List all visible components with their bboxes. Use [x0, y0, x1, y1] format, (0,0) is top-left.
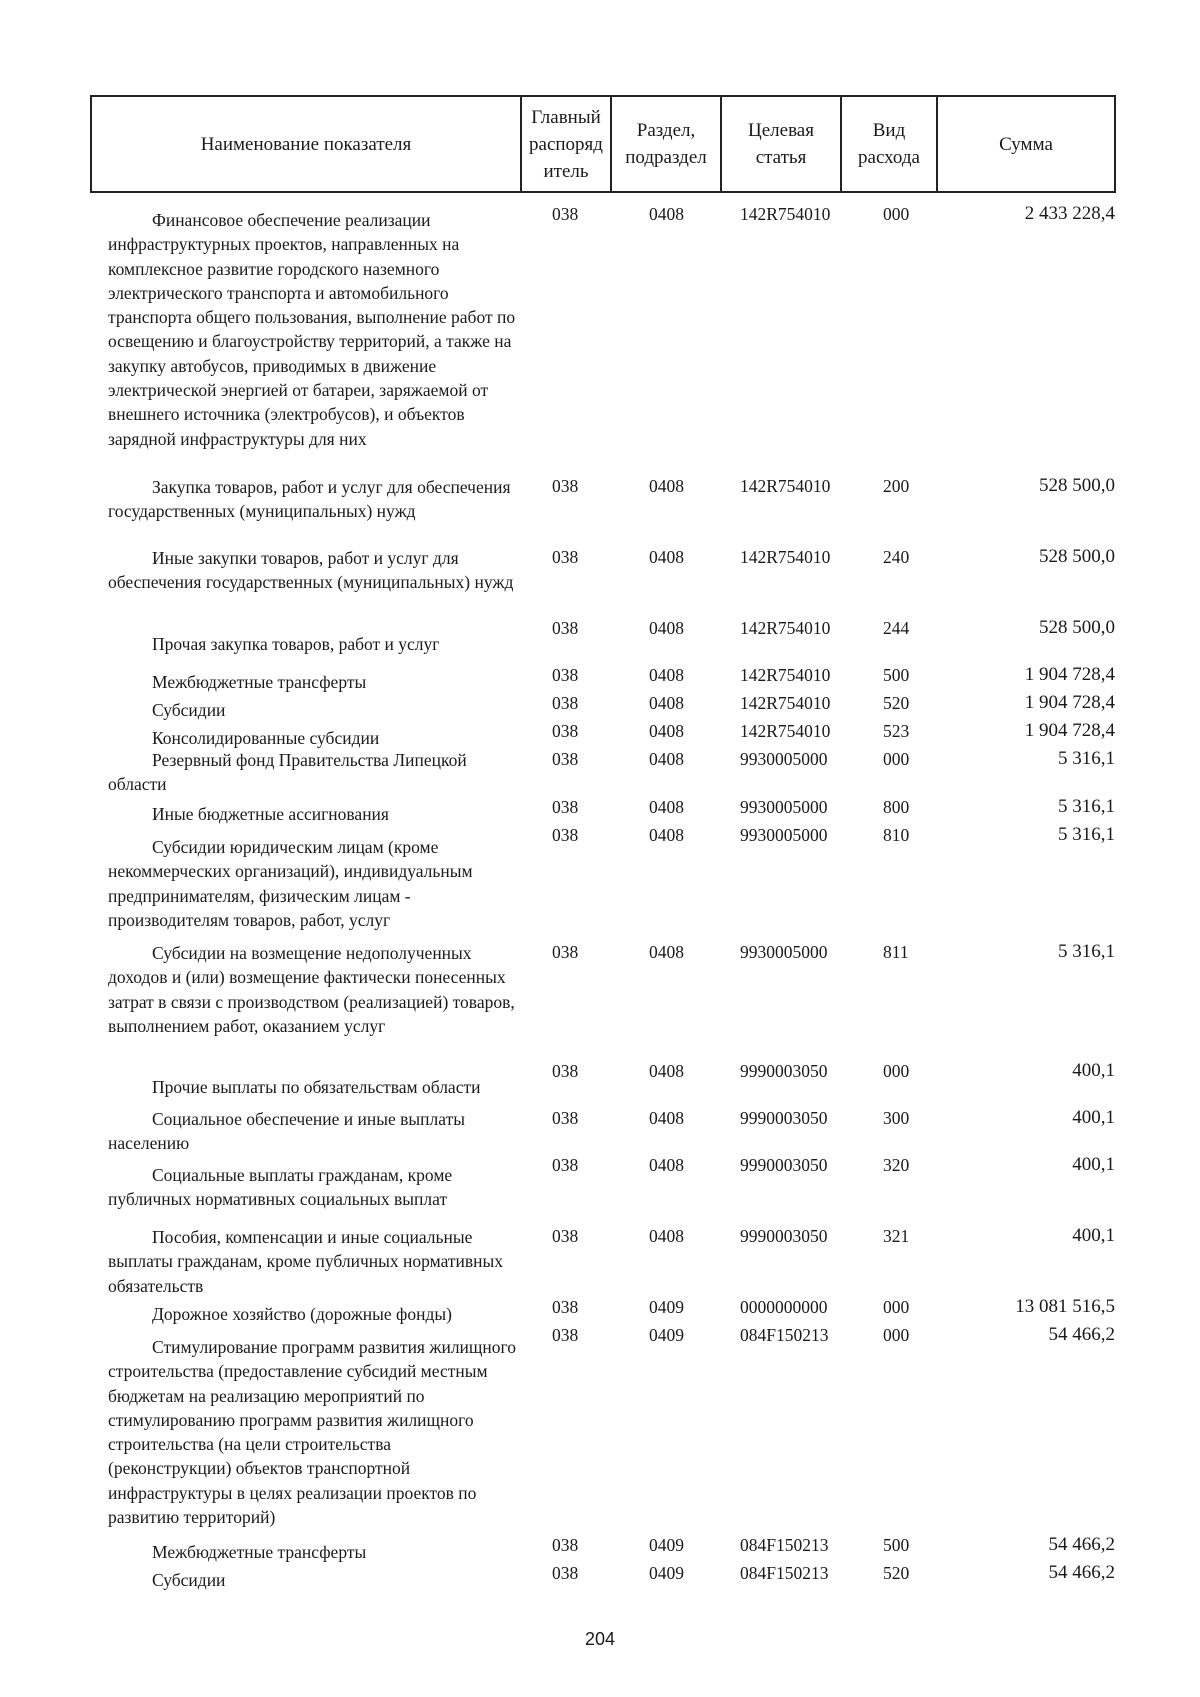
chief-administrator-code: 038 [552, 204, 579, 224]
expense-type-code: 200 [883, 476, 910, 496]
expense-type-code: 000 [883, 1297, 910, 1317]
indicator-name: Межбюджетные трансферты [152, 1542, 367, 1562]
target-article-code: 142R754010 [740, 476, 831, 496]
expense-type-code: 500 [883, 1535, 910, 1555]
amount: 1 904 728,4 [1024, 720, 1115, 741]
indicator-name: Субсидии юридическим лицам (кроме некоммерческих организаций), индивидуальным предпринимателям, физическим лицам - производителям товаров, работ, услуг [108, 837, 473, 930]
page-number: 204 [584, 1629, 616, 1649]
chief-administrator-code: 038 [552, 825, 579, 845]
indicator-name: Межбюджетные трансферты [152, 672, 367, 692]
chief-administrator-code: 038 [552, 749, 579, 769]
amount: 13 081 516,5 [1015, 1296, 1115, 1317]
amount: 2 433 228,4 [1024, 203, 1115, 224]
target-article-code: 142R754010 [740, 693, 831, 713]
target-article-code: 142R754010 [740, 721, 831, 741]
amount: 54 466,2 [1048, 1324, 1115, 1345]
chief-administrator-code: 038 [552, 1535, 579, 1555]
expense-type-code: 300 [883, 1108, 910, 1128]
indicator-name: Консолидированные субсидии [152, 728, 380, 748]
amount: 400,1 [1072, 1154, 1115, 1175]
amount: 400,1 [1072, 1107, 1115, 1128]
amount: 400,1 [1072, 1225, 1115, 1246]
chief-administrator-code: 038 [552, 1155, 579, 1175]
target-article-code: 9930005000 [740, 825, 828, 845]
target-article-code: 0000000000 [740, 1297, 828, 1317]
target-article-code: 9930005000 [740, 942, 828, 962]
indicator-name: Иные закупки товаров, работ и услуг для обеспечения государственных (муниципальных) нужд [108, 548, 514, 593]
section-code: 0408 [649, 547, 684, 567]
section-code: 0408 [649, 204, 684, 224]
section-code: 0408 [649, 1155, 684, 1175]
indicator-name: Прочие выплаты по обязательствам области [152, 1077, 481, 1097]
target-article-code: 142R754010 [740, 618, 831, 638]
indicator-name: Прочая закупка товаров, работ и услуг [152, 634, 440, 654]
section-code: 0408 [649, 693, 684, 713]
expense-type-code: 000 [883, 1325, 910, 1345]
expense-type-code: 000 [883, 1061, 910, 1081]
header-target-article: Целевая статья [722, 97, 842, 191]
section-code: 0408 [649, 825, 684, 845]
section-code: 0408 [649, 749, 684, 769]
section-code: 0409 [649, 1563, 684, 1583]
amount: 5 316,1 [1058, 941, 1115, 962]
target-article-code: 084F150213 [740, 1325, 829, 1345]
target-article-code: 084F150213 [740, 1535, 829, 1555]
expense-type-code: 244 [883, 618, 910, 638]
target-article-code: 142R754010 [740, 547, 831, 567]
expense-type-code: 810 [883, 825, 910, 845]
chief-administrator-code: 038 [552, 547, 579, 567]
indicator-name: Дорожное хозяйство (дорожные фонды) [152, 1304, 453, 1324]
chief-administrator-code: 038 [552, 942, 579, 962]
section-code: 0408 [649, 665, 684, 685]
target-article-code: 9990003050 [740, 1226, 828, 1246]
section-code: 0408 [649, 1226, 684, 1246]
expense-type-code: 500 [883, 665, 910, 685]
expense-type-code: 240 [883, 547, 910, 567]
target-article-code: 9990003050 [740, 1108, 828, 1128]
target-article-code: 142R754010 [740, 204, 831, 224]
indicator-name: Социальные выплаты гражданам, кроме публичных нормативных социальных выплат [108, 1165, 453, 1210]
indicator-name: Пособия, компенсации и иные социальные выплаты гражданам, кроме публичных нормативных обязательств [108, 1227, 504, 1296]
expense-type-code: 000 [883, 749, 910, 769]
target-article-code: 9990003050 [740, 1061, 828, 1081]
amount: 528 500,0 [1039, 617, 1115, 638]
indicator-name: Резервный фонд Правительства Липецкой области [108, 750, 467, 795]
expense-type-code: 800 [883, 797, 910, 817]
expense-type-code: 811 [883, 942, 909, 962]
header-sum: Сумма [999, 133, 1053, 155]
chief-administrator-code: 038 [552, 1108, 579, 1128]
amount: 400,1 [1072, 1060, 1115, 1081]
chief-administrator-code: 038 [552, 1061, 579, 1081]
chief-administrator-code: 038 [552, 1226, 579, 1246]
chief-administrator-code: 038 [552, 797, 579, 817]
header-section: Раздел, подраздел [612, 97, 722, 191]
section-code: 0409 [649, 1297, 684, 1317]
section-code: 0408 [649, 797, 684, 817]
chief-administrator-code: 038 [552, 721, 579, 741]
target-article-code: 9930005000 [740, 797, 828, 817]
section-code: 0409 [649, 1535, 684, 1555]
indicator-name: Социальное обеспечение и иные выплаты населению [108, 1109, 466, 1154]
indicator-name: Субсидии на возмещение недополученных доходов и (или) возмещение фактически понесенных затрат в связи с производством (реализацией) товаров, выполнением работ, оказанием услуг [108, 943, 515, 1036]
chief-administrator-code: 038 [552, 1325, 579, 1345]
header-name: Наименование показателя [92, 97, 522, 191]
section-code: 0408 [649, 618, 684, 638]
section-code: 0408 [649, 721, 684, 741]
amount: 1 904 728,4 [1024, 664, 1115, 685]
chief-administrator-code: 038 [552, 1563, 579, 1583]
section-code: 0408 [649, 942, 684, 962]
amount: 5 316,1 [1058, 796, 1115, 817]
chief-administrator-code: 038 [552, 693, 579, 713]
header-chief-administrator: Главный распоряд итель [522, 97, 612, 191]
amount: 5 316,1 [1058, 748, 1115, 769]
section-code: 0408 [649, 476, 684, 496]
section-code: 0409 [649, 1325, 684, 1345]
indicator-name: Субсидии [152, 700, 226, 720]
header-expense-type: Вид расхода [842, 97, 938, 191]
section-code: 0408 [649, 1108, 684, 1128]
amount: 528 500,0 [1039, 546, 1115, 567]
target-article-code: 9990003050 [740, 1155, 828, 1175]
expense-type-code: 320 [883, 1155, 910, 1175]
amount: 54 466,2 [1048, 1534, 1115, 1555]
indicator-name: Иные бюджетные ассигнования [152, 804, 389, 824]
chief-administrator-code: 038 [552, 665, 579, 685]
chief-administrator-code: 038 [552, 618, 579, 638]
expense-type-code: 520 [883, 1563, 910, 1583]
chief-administrator-code: 038 [552, 476, 579, 496]
chief-administrator-code: 038 [552, 1297, 579, 1317]
amount: 5 316,1 [1058, 824, 1115, 845]
indicator-name: Стимулирование программ развития жилищного строительства (предоставление субсидий местным бюджетам на реализацию мероприятий по стимулированию программ развития жилищного строительства (на цели строительства (реконструкции) объектов транспортной инфраструктуры в целях реализации проектов по развитию территорий) [108, 1337, 516, 1528]
expense-type-code: 321 [883, 1226, 910, 1246]
expense-type-code: 523 [883, 721, 910, 741]
expense-type-code: 000 [883, 204, 910, 224]
indicator-name: Финансовое обеспечение реализации инфраструктурных проектов, направленных на комплексное развитие городского наземного электрического транспорта и автомобильного транспорта общего пользования, выполнение работ по освещению и благоустройству территорий, а также на закупку автобусов, приводимых в движение электрической энергией от батареи, заряжаемой от внешнего источника (электробусов), и объектов зарядной инфраструктуры для них [108, 210, 516, 449]
expense-type-code: 520 [883, 693, 910, 713]
amount: 54 466,2 [1048, 1562, 1115, 1583]
section-code: 0408 [649, 1061, 684, 1081]
target-article-code: 084F150213 [740, 1563, 829, 1583]
target-article-code: 142R754010 [740, 665, 831, 685]
indicator-name: Закупка товаров, работ и услуг для обеспечения государственных (муниципальных) нужд [108, 477, 511, 522]
indicator-name: Субсидии [152, 1570, 226, 1590]
amount: 1 904 728,4 [1024, 692, 1115, 713]
target-article-code: 9930005000 [740, 749, 828, 769]
amount: 528 500,0 [1039, 475, 1115, 496]
